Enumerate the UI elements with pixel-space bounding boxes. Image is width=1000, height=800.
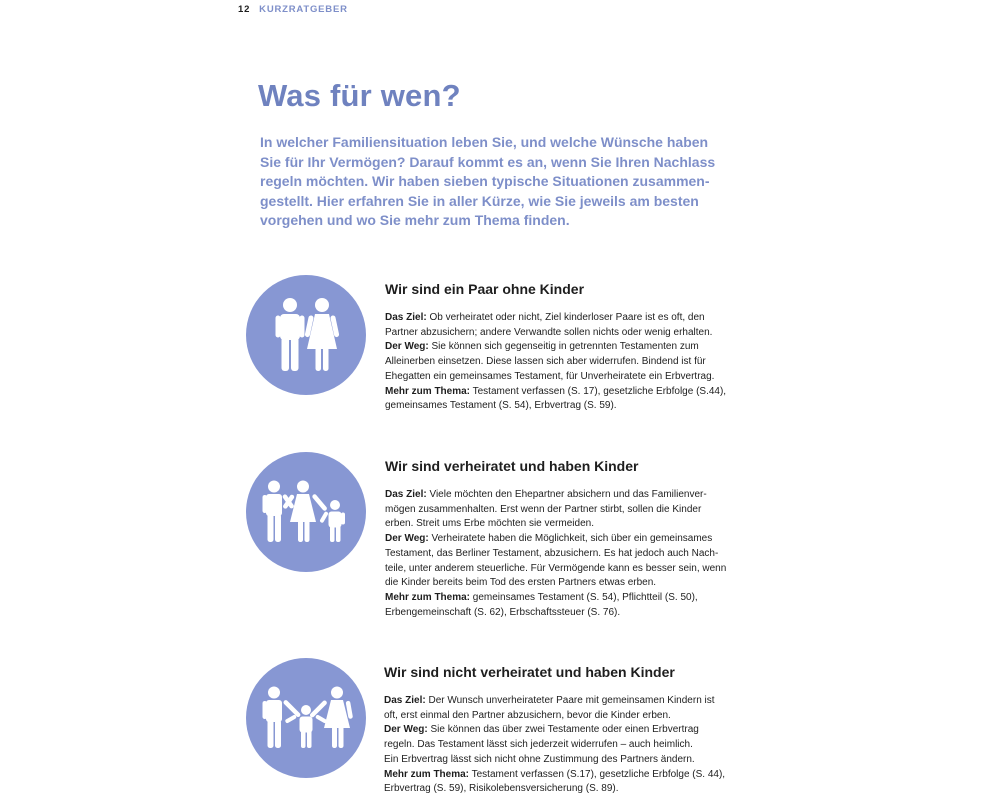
intro-line: regeln möchten. Wir haben sieben typische Situationen zusammen- bbox=[260, 173, 710, 189]
situation-text bbox=[385, 488, 775, 620]
text-line bbox=[385, 340, 775, 355]
section-title: KURZRATGEBER bbox=[259, 4, 348, 15]
situation-block bbox=[385, 458, 775, 620]
situation-icon-circle bbox=[246, 452, 366, 572]
couple-icon bbox=[266, 297, 346, 373]
label-weg: Der Weg: bbox=[385, 533, 429, 545]
label-mehr: Mehr zum Thema: bbox=[384, 768, 470, 780]
text-content: gemeinsames Testament (S. 54), Pflichtteil (S. 50), bbox=[472, 591, 698, 603]
text-line bbox=[384, 694, 774, 709]
text-line: regeln. Das Testament lässt sich jederzeit widerrufen – auch heimlich. bbox=[384, 739, 693, 751]
text-content: Viele möchten den Ehepartner absichern und das Familienver- bbox=[429, 489, 707, 500]
text-line bbox=[385, 385, 775, 400]
situation-heading: Wir sind ein Paar ohne Kinder bbox=[385, 281, 585, 297]
family-married-icon bbox=[258, 480, 354, 544]
text-line: mögen zusammenhalten. Erst wenn der Partner stirbt, sollen die Kinder bbox=[385, 503, 702, 515]
text-line bbox=[385, 591, 775, 606]
text-line: oft, erst einmal den Partner abzusichern, bevor die Kinder erben. bbox=[384, 709, 671, 721]
label-ziel: Das Ziel: bbox=[384, 695, 426, 706]
text-line: teile, unter anderem steuerliche. Für Vermögende kann es besser sein, wenn bbox=[385, 562, 727, 574]
label-ziel: Das Ziel: bbox=[385, 489, 427, 500]
text-line: Erbengemeinschaft (S. 62), Erbschaftssteuer (S. 76). bbox=[385, 606, 621, 618]
situation-block bbox=[385, 281, 775, 414]
text-content: Sie können sich gegenseitig in getrennten Testamenten zum bbox=[431, 341, 699, 353]
label-weg: Der Weg: bbox=[385, 341, 429, 353]
intro-line: gestellt. Hier erfahren Sie in aller Kürze, wie Sie jeweils am besten bbox=[260, 192, 699, 209]
text-line: Erbvertrag (S. 59), Risikolebensversicherung (S. 89). bbox=[384, 783, 619, 795]
running-header bbox=[238, 4, 348, 15]
text-line: Testament, das Berliner Testament, abzusichern. Es hat jedoch auch Nach- bbox=[385, 547, 719, 559]
situation-text bbox=[384, 694, 774, 797]
text-line: die Kinder bereits beim Tod des ersten Partners etwas erben. bbox=[385, 577, 657, 589]
page-number: 12 bbox=[238, 4, 251, 15]
intro-line: vorgehen und wo Sie mehr zum Thema finden. bbox=[260, 212, 570, 228]
text-content: Testament verfassen (S.17), gesetzliche Erbfolge (S. 44), bbox=[471, 768, 726, 780]
text-line: Partner abzusichern; andere Verwandte sollen nichts oder wenig erhalten. bbox=[385, 326, 713, 338]
situation-icon-circle bbox=[246, 275, 366, 395]
situation-heading: Wir sind verheiratet und haben Kinder bbox=[385, 458, 639, 474]
text-line: gemeinsames Testament (S. 54), Erbvertrag (S. 59). bbox=[385, 400, 617, 412]
text-line bbox=[385, 532, 775, 547]
page-title: Was für wen? bbox=[258, 78, 461, 113]
text-content: Sie können das über zwei Testamente oder einen Erbvertrag bbox=[430, 724, 699, 736]
intro-paragraph bbox=[260, 133, 740, 231]
intro-line: In welcher Familiensituation leben Sie, und welche Wünsche haben bbox=[260, 134, 709, 150]
family-unmarried-icon bbox=[258, 686, 354, 750]
text-content: Ob verheiratet oder nicht, Ziel kinderloser Paare ist es oft, den bbox=[429, 312, 705, 323]
text-line bbox=[385, 311, 775, 326]
text-line bbox=[384, 723, 774, 738]
situation-heading: Wir sind nicht verheiratet und haben Kinder bbox=[384, 664, 675, 680]
situation-block bbox=[384, 664, 774, 797]
text-line: Ein Erbvertrag lässt sich nicht ohne Zustimmung des Partners ändern. bbox=[384, 753, 695, 765]
label-mehr: Mehr zum Thema: bbox=[385, 385, 471, 397]
text-content: Der Wunsch unverheirateter Paare mit gemeinsamen Kindern ist bbox=[428, 695, 715, 706]
label-weg: Der Weg: bbox=[384, 724, 428, 736]
situation-icon-circle bbox=[246, 658, 366, 778]
label-ziel: Das Ziel: bbox=[385, 312, 427, 323]
text-line: Ehegatten ein gemeinsames Testament, für Unverheiratete ein Erbvertrag. bbox=[385, 370, 715, 382]
text-line: Alleinerben einsetzen. Diese lassen sich aber widerrufen. Bindend ist für bbox=[385, 356, 706, 368]
intro-line: Sie für Ihr Vermögen? Darauf kommt es an, wenn Sie Ihren Nachlass bbox=[260, 153, 716, 170]
text-content: Verheiratete haben die Möglichkeit, sich über ein gemeinsames bbox=[431, 533, 713, 545]
text-line bbox=[385, 488, 775, 503]
text-line: erben. Streit ums Erbe möchten sie vermeiden. bbox=[385, 518, 594, 530]
situation-text bbox=[385, 311, 775, 414]
text-content: Testament verfassen (S. 17), gesetzliche Erbfolge (S.44), bbox=[472, 385, 727, 397]
label-mehr: Mehr zum Thema: bbox=[385, 591, 471, 603]
text-line bbox=[384, 768, 774, 783]
